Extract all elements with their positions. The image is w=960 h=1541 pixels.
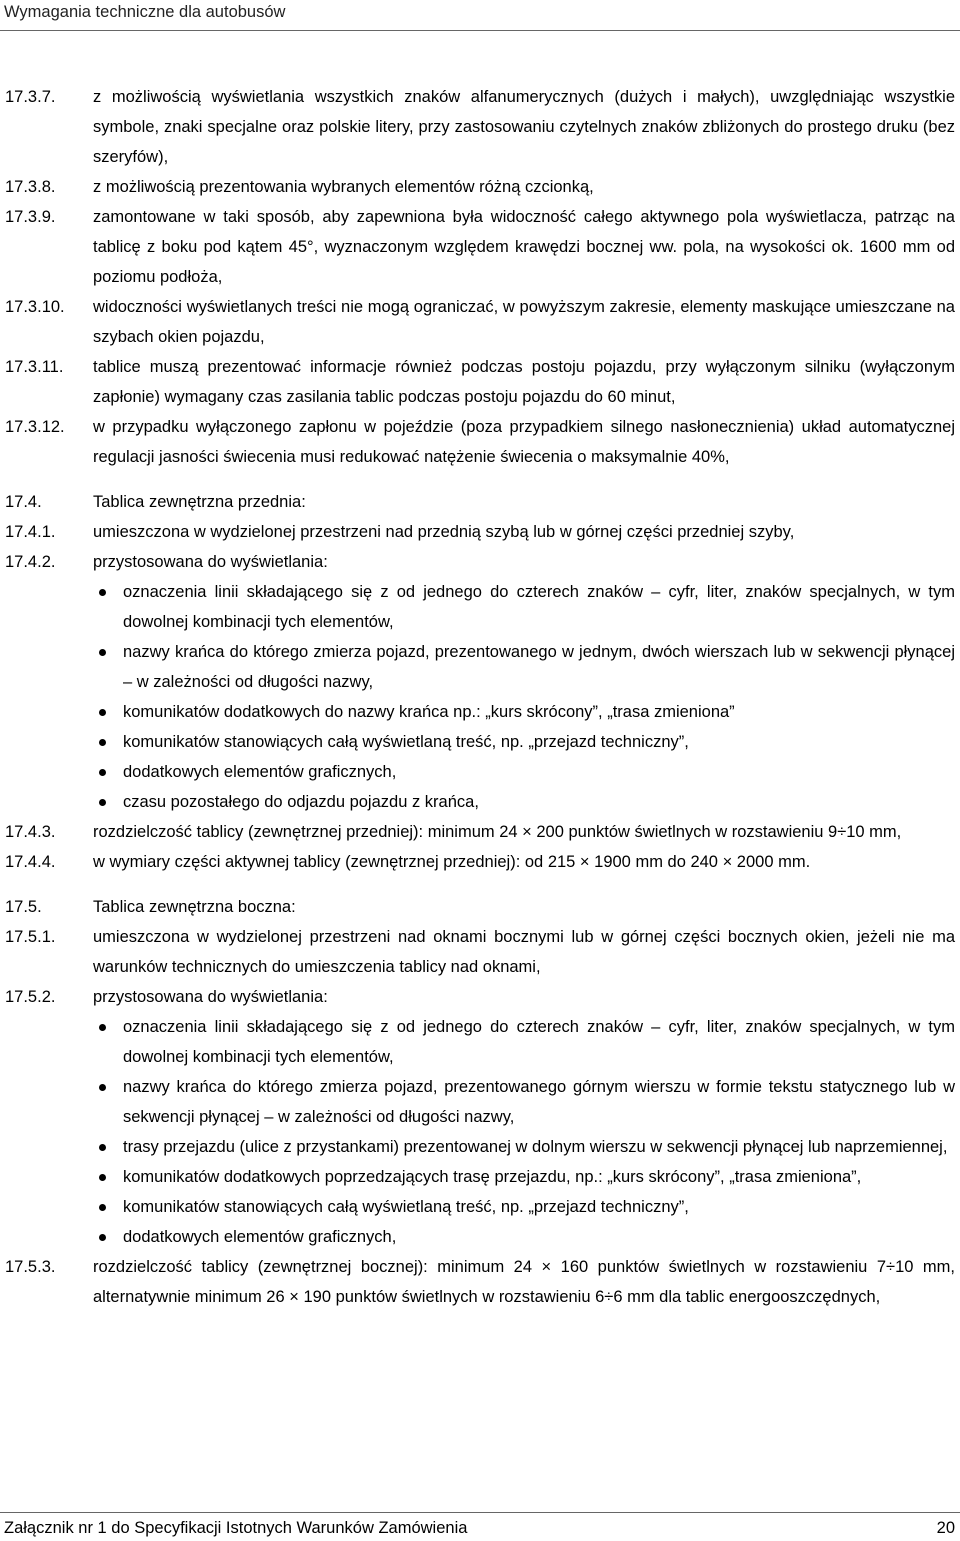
section-17-3-9 (0, 202, 955, 292)
section-text: widoczności wyświetlanych treści nie mogą ograniczać, w powyższym zakresie, elementy maskujące umieszczane na szybach okien pojazdu, (93, 298, 955, 346)
section-17-3-10 (0, 292, 955, 352)
footer-text: Załącznik nr 1 do Specyfikacji Istotnych Warunków Zamówienia (4, 1519, 468, 1537)
section-text: tablice muszą prezentować informacje również podczas postoju pojazdu, przy wyłączonym silniku (wyłączonym zapłonie) wymagany czas zasilania tablic podczas postoju pojazdu do 60 minut, (93, 358, 955, 406)
section-number: 17.4.3. (5, 823, 56, 841)
section-17-3-12 (0, 412, 955, 472)
section-17-5-heading (0, 892, 955, 922)
section-text: przystosowana do wyświetlania: (93, 553, 328, 571)
list-item: czasu pozostałego do odjazdu pojazdu z krańca, (93, 787, 955, 817)
list-item: oznaczenia linii składającego się z od jednego do czterech znaków – cyfr, liter, znaków specjalnych, w tym dowolnej kombinacji tych elementów, (93, 1012, 955, 1072)
section-17-3-8 (0, 172, 955, 202)
page-number: 20 (936, 1519, 955, 1537)
section-number: 17.5.1. (5, 928, 56, 946)
section-17-4-heading (0, 487, 955, 517)
section-17-4-2 (0, 547, 955, 817)
list-item: dodatkowych elementów graficznych, (93, 757, 955, 787)
section-17-4-4 (0, 847, 955, 877)
section-number: 17.5.3. (5, 1258, 56, 1276)
section-17-3-11 (0, 352, 955, 412)
section-number: 17.3.8. (5, 178, 56, 196)
section-17-5-1 (0, 922, 955, 982)
section-text: w przypadku wyłączonego zapłonu w pojeździe (poza przypadkiem silnego nasłonecznienia) układ automatycznej regulacji jasności świecenia musi redukować natężenie świecenia o maksymalnie 40%, (93, 418, 955, 466)
list-item: komunikatów dodatkowych poprzedzających trasę przejazdu, np.: „kurs skrócony”, „trasa zmieniona”, (93, 1162, 955, 1192)
list-item: komunikatów stanowiących całą wyświetlaną treść, np. „przejazd techniczny”, (93, 1192, 955, 1222)
section-text: rozdzielczość tablicy (zewnętrznej przedniej): minimum 24 × 200 punktów świetlnych w rozstawieniu 9÷10 mm, (93, 823, 902, 841)
list-item: dodatkowych elementów graficznych, (93, 1222, 955, 1252)
section-number: 17.3.7. (5, 88, 56, 106)
section-17-5-3 (0, 1252, 955, 1312)
section-text: umieszczona w wydzielonej przestrzeni nad oknami bocznymi lub w górnej części bocznych okien, jeżeli nie ma warunków technicznych do umieszczenia tablicy nad oknami, (93, 928, 955, 976)
section-number: 17.5.2. (5, 988, 56, 1006)
page-footer (0, 1506, 960, 1541)
list-item: trasy przejazdu (ulice z przystankami) prezentowanej w dolnym wierszu w sekwencji płynącej lub naprzemiennej, (93, 1132, 955, 1162)
section-text: z możliwością prezentowania wybranych elementów różną czcionką, (93, 178, 594, 196)
section-17-4-3 (0, 817, 955, 847)
list-item: oznaczenia linii składającego się z od jednego do czterech znaków – cyfr, liter, znaków specjalnych, w tym dowolnej kombinacji tych elementów, (93, 577, 955, 637)
section-heading: Tablica zewnętrzna boczna: (93, 898, 296, 916)
section-text: umieszczona w wydzielonej przestrzeni nad przednią szybą lub w górnej części przedniej szyby, (93, 523, 795, 541)
list-item: nazwy krańca do którego zmierza pojazd, prezentowanego górnym wierszu w formie tekstu statycznego lub w sekwencji płynącej – w zależności od długości nazwy, (93, 1072, 955, 1132)
section-number: 17.5. (5, 898, 42, 916)
section-number: 17.3.10. (5, 298, 65, 316)
list-item: komunikatów dodatkowych do nazwy krańca np.: „kurs skrócony”, „trasa zmieniona” (93, 697, 955, 727)
section-17-5-2 (0, 982, 955, 1252)
bullet-list (93, 1012, 955, 1252)
section-number: 17.3.12. (5, 418, 65, 436)
section-number: 17.3.11. (5, 358, 64, 376)
section-text: zamontowane w taki sposób, aby zapewniona była widoczność całego aktywnego pola wyświetlacza, patrząc na tablicę z boku pod kątem 45°, wyznaczonym względem krawędzi bocznej ww. pola, na wysokości ok. 1600 mm od poziomu podłoża, (93, 208, 955, 286)
section-heading: Tablica zewnętrzna przednia: (93, 493, 306, 511)
section-text: z możliwością wyświetlania wszystkich znaków alfanumerycznych (dużych i małych), uwzględniając wszystkie symbole, znaki specjalne oraz polskie litery, przy zastosowaniu czytelnych znaków zbliżonych do prostego druku (bez szeryfów), (93, 88, 955, 166)
header-title: Wymagania techniczne dla autobusów (4, 3, 286, 21)
section-text: przystosowana do wyświetlania: (93, 988, 328, 1006)
footer-divider (0, 1512, 960, 1513)
section-17-4-1 (0, 517, 955, 547)
list-item: komunikatów stanowiących całą wyświetlaną treść, np. „przejazd techniczny”, (93, 727, 955, 757)
section-number: 17.3.9. (5, 208, 56, 226)
header-divider (0, 30, 960, 31)
section-number: 17.4. (5, 493, 42, 511)
list-item: nazwy krańca do którego zmierza pojazd, prezentowanego w jednym, dwóch wierszach lub w sekwencji płynącej – w zależności od długości nazwy, (93, 637, 955, 697)
section-number: 17.4.2. (5, 553, 56, 571)
section-text: w wymiary części aktywnej tablicy (zewnętrznej przedniej): od 215 × 1900 mm do 240 × 2000 mm. (93, 853, 811, 871)
section-number: 17.4.1. (5, 523, 56, 541)
bullet-list (93, 577, 955, 817)
section-text: rozdzielczość tablicy (zewnętrznej bocznej): minimum 24 × 160 punktów świetlnych w rozstawieniu 7÷10 mm, alternatywnie minimum 26 × 190 punktów świetlnych w rozstawieniu 6÷6 mm dla tablic energooszczędnych, (93, 1258, 955, 1306)
section-17-3-7 (0, 82, 955, 172)
page-header (0, 0, 960, 31)
section-number: 17.4.4. (5, 853, 56, 871)
document-body (0, 82, 960, 1312)
